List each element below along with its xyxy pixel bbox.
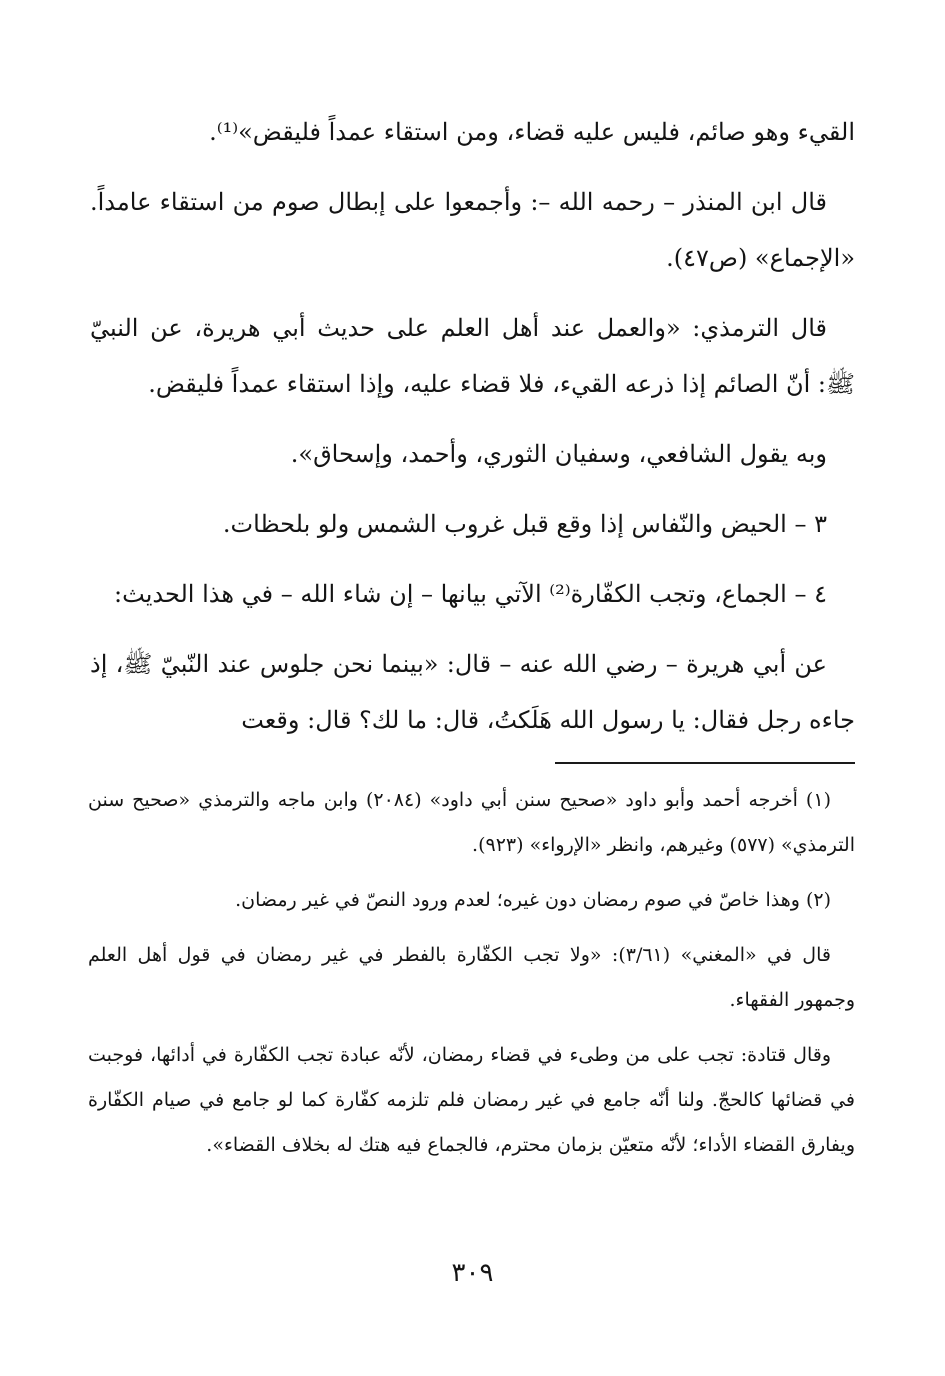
main-text — [90, 104, 855, 762]
paragraph-continuation: القيء وهو صائم، فليس عليه قضاء، ومن استقاء عمداً فليقض»⁽¹⁾. — [209, 118, 855, 146]
footnote-1: (١) أخرجه أحمد وأبو داود «صحيح سنن أبي داود» (٢٠٨٤) وابن ماجه والترمذي «صحيح سنن الترمذي» (٥٧٧) وغيرهم، وانظر «الإرواء» (٩٢٣). — [88, 789, 855, 856]
footnotes — [88, 778, 855, 1178]
footnote-2-qatada: وقال قتادة: تجب على من وطىء في قضاء رمضان، لأنّه عبادة تجب الكفّارة في أدائها، فوجبت في قضائها كالحجّ. ولنا أنّه جامع في غير رمضان فلم تلزمه كفّارة كما لو جامع في صيام الكفّارة ويفارق القضاء الأداء؛ لأنّه متعيّن بزمان محترم، فالجماع فيه هتك له بخلاف القضاء». — [88, 1044, 855, 1156]
paragraph-tirmidhi: قال الترمذي: «والعمل عند أهل العلم على حديث أبي هريرة، عن النبيّ ﷺ: أنّ الصائم إذا ذرعه القيء، فلا قضاء عليه، وإذا استقاء عمداً فليقض. — [90, 314, 855, 398]
paragraph-item-4: ٤ – الجماع، وتجب الكفّارة⁽²⁾ الآتي بيانها – إن شاء الله – في هذا الحديث: — [114, 580, 827, 608]
paragraph-scholars: وبه يقول الشافعي، وسفيان الثوري، وأحمد، وإسحاق». — [290, 440, 827, 468]
paragraph-hadith: عن أبي هريرة – رضي الله عنه – قال: «بينما نحن جلوس عند النّبيّ ﷺ، إذ جاءه رجل فقال: يا رسول الله هَلَكتُ، قال: ما لك؟ قال: وقعت — [90, 650, 855, 734]
footnote-divider — [555, 762, 855, 764]
footnote-2: (٢) وهذا خاصّ في صوم رمضان دون غيره؛ لعدم ورود النصّ في غير رمضان. — [235, 889, 831, 911]
footnote-2-quote: قال في «المغني» (٣/٦١): «ولا تجب الكفّارة بالفطر في غير رمضان في قول أهل العلم وجمهور الفقهاء. — [88, 944, 855, 1011]
paragraph-ibn-almundhir: قال ابن المنذر – رحمه الله –: وأجمعوا على إبطال صوم من استقاء عامداً. «الإجماع» (ص٤٧). — [90, 188, 855, 272]
page-number: ٣٠٩ — [451, 1258, 494, 1288]
paragraph-item-3: ٣ – الحيض والنّفاس إذا وقع قبل غروب الشمس ولو بلحظات. — [222, 510, 827, 538]
